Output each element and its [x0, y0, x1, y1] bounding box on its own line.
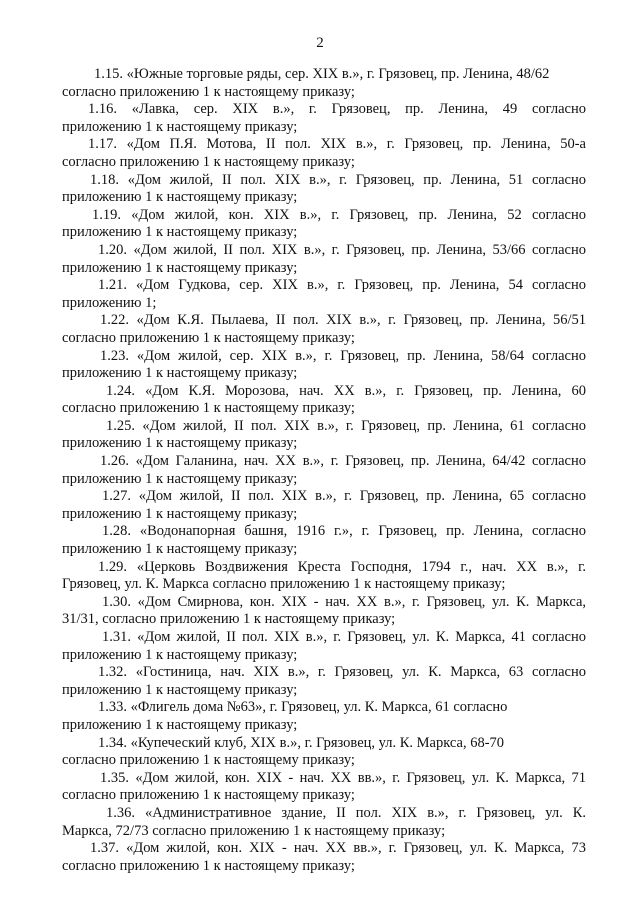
list-item — [62, 207, 586, 242]
item-number: 1.18. — [90, 171, 119, 188]
item-number: 1.37. — [90, 840, 119, 857]
item-first-line — [62, 242, 586, 260]
item-title: «Дом П.Я. Мотова, II пол. XIX в.», г. Грязовец, пр. Ленина, 50-а — [126, 136, 586, 153]
item-title: «Дом жилой, II пол. XIX в.», г. Грязовец, пр. Ленина, 53/66 согласно — [133, 241, 586, 258]
item-first-line — [62, 383, 586, 401]
item-continuation: приложению 1 к настоящему приказу; — [62, 646, 298, 663]
item-title: «Дом Смирнова, кон. XIX - нач. XX в.», г. Грязовец, ул. К. Маркса, — [137, 593, 586, 610]
item-continuation: приложению 1 к настоящему приказу; — [62, 716, 298, 733]
item-first-line — [62, 629, 586, 647]
list-item — [62, 770, 586, 805]
page-number: 2 — [316, 35, 324, 51]
item-number: 1.32. — [98, 664, 127, 681]
item-number: 1.15. — [94, 66, 123, 82]
item-first-line — [62, 770, 586, 788]
item-continuation: согласно приложению 1 к настоящему приказу; — [62, 153, 355, 170]
list-item — [62, 805, 586, 840]
list-item — [62, 559, 586, 594]
item-first-line — [62, 559, 586, 577]
item-continuation: приложению 1 к настоящему приказу; — [62, 118, 298, 135]
item-title: «Дом жилой, II пол. XIX в.», г. Грязовец, ул. К. Маркса, 41 согласно — [137, 629, 586, 645]
item-number: 1.24. — [106, 382, 135, 399]
item-title: «Гостиница, нач. XIX в.», г. Грязовец, ул. К. Маркса, 63 согласно — [135, 664, 586, 681]
item-title: «Дом жилой, кон. XIX - нач. XX вв.», г. Грязовец, ул. К. Маркса, 71 — [135, 769, 586, 786]
list-item — [62, 418, 586, 453]
item-title: «Дом жилой, кон. XIX - нач. XX вв.», г. Грязовец, ул. К. Маркса, 73 — [126, 840, 586, 857]
item-first-line — [62, 172, 586, 190]
item-first-line — [62, 348, 586, 366]
item-continuation: согласно приложению 1 к настоящему приказу; — [62, 752, 355, 769]
list-item — [62, 699, 586, 734]
list-item — [62, 383, 586, 418]
item-title: «Дом жилой, II пол. XIX в.», г. Грязовец, пр. Ленина, 61 согласно — [142, 417, 586, 434]
item-number: 1.36. — [106, 804, 135, 821]
item-continuation: приложению 1 к настоящему приказу; — [62, 435, 298, 452]
item-continuation: приложению 1 к настоящему приказу; — [62, 189, 298, 206]
item-number: 1.23. — [100, 347, 129, 364]
item-number: 1.29. — [98, 558, 127, 575]
item-continuation: приложению 1; — [62, 294, 157, 311]
item-number: 1.22. — [100, 312, 129, 329]
list-item — [62, 136, 586, 171]
item-first-line — [62, 418, 586, 436]
list-item — [62, 66, 586, 101]
item-title: «Водонапорная башня, 1916 г.», г. Грязовец, пр. Ленина, согласно — [139, 523, 586, 540]
item-first-line — [62, 277, 586, 295]
item-continuation: 31/31, согласно приложению 1 к настоящему приказу; — [62, 611, 396, 628]
item-first-line — [62, 66, 586, 84]
item-number: 1.27. — [102, 488, 131, 505]
item-first-line — [62, 840, 586, 858]
item-continuation: согласно приложению 1 к настоящему приказу; — [62, 329, 355, 346]
list-item — [62, 172, 586, 207]
item-continuation: согласно приложению 1 к настоящему приказу; — [62, 787, 355, 804]
item-number: 1.19. — [92, 206, 121, 223]
item-first-line — [62, 735, 586, 753]
item-number: 1.34. — [98, 734, 127, 751]
item-title: «Дом жилой, II пол. XIX в.», г. Грязовец, пр. Ленина, 51 согласно — [127, 171, 586, 188]
item-title: «Дом жилой, кон. XIX в.», г. Грязовец, пр. Ленина, 52 согласно — [131, 206, 586, 223]
item-continuation: приложению 1 к настоящему приказу; — [62, 365, 298, 382]
list-item — [62, 664, 586, 699]
item-number: 1.28. — [102, 523, 131, 540]
item-number: 1.26. — [100, 453, 129, 470]
item-continuation: приложению 1 к настоящему приказу; — [62, 681, 298, 698]
item-title: «Административное здание, II пол. XIX в.», г. Грязовец, ул. К. — [144, 804, 586, 821]
list-item — [62, 242, 586, 277]
item-title: «Дом Гудкова, сер. XIX в.», г. Грязовец, пр. Ленина, 54 согласно — [136, 277, 586, 294]
list-item — [62, 523, 586, 558]
list-item — [62, 840, 586, 875]
list-item — [62, 101, 586, 136]
item-first-line — [62, 699, 586, 717]
list-item — [62, 629, 586, 664]
item-number: 1.35. — [100, 769, 129, 786]
item-first-line — [62, 488, 586, 506]
item-title: «Дом жилой, II пол. XIX в.», г. Грязовец, пр. Ленина, 65 согласно — [138, 488, 586, 505]
item-first-line — [62, 523, 586, 541]
item-first-line — [62, 805, 586, 823]
item-first-line — [62, 453, 586, 471]
item-number: 1.16. — [88, 101, 117, 118]
list-item — [62, 453, 586, 488]
item-number: 1.20. — [98, 241, 127, 258]
item-continuation: приложению 1 к настоящему приказу; — [62, 259, 298, 276]
item-number: 1.33. — [98, 699, 127, 716]
item-first-line — [62, 664, 586, 682]
item-title: «Флигель дома №63», г. Грязовец, ул. К. Маркса, 61 согласно — [130, 699, 508, 716]
item-title: «Дом Галанина, нач. XX в.», г. Грязовец, пр. Ленина, 64/42 согласно — [135, 453, 586, 470]
item-continuation: Маркса, 72/73 согласно приложению 1 к настоящему приказу; — [62, 822, 446, 839]
item-continuation: согласно приложению 1 к настоящему приказу; — [62, 857, 355, 874]
item-number: 1.25. — [106, 417, 135, 434]
item-number: 1.30. — [102, 593, 131, 610]
item-continuation: приложению 1 к настоящему приказу; — [62, 541, 298, 558]
list-item — [62, 277, 586, 312]
item-number: 1.21. — [98, 277, 127, 294]
item-continuation: приложению 1 к настоящему приказу; — [62, 470, 298, 487]
item-continuation: согласно приложению 1 к настоящему приказу; — [62, 83, 355, 100]
item-title: «Лавка, сер. XIX в.», г. Грязовец, пр. Ленина, 49 согласно — [131, 101, 586, 118]
item-title: «Дом К.Я. Пылаева, II пол. XIX в.», г. Грязовец, пр. Ленина, 56/51 — [136, 312, 586, 329]
list-item — [62, 488, 586, 523]
item-title: «Южные торговые ряды, сер. XIX в.», г. Грязовец, пр. Ленина, 48/62 — [126, 66, 550, 82]
item-first-line — [62, 594, 586, 612]
item-first-line — [62, 136, 586, 154]
item-list — [62, 66, 586, 875]
item-first-line — [62, 101, 586, 119]
item-title: «Дом К.Я. Морозова, нач. XX в.», г. Грязовец, пр. Ленина, 60 — [145, 382, 586, 399]
item-title: «Дом жилой, сер. XIX в.», г. Грязовец, пр. Ленина, 58/64 согласно — [136, 347, 586, 364]
item-number: 1.31. — [102, 629, 131, 645]
item-continuation: приложению 1 к настоящему приказу; — [62, 505, 298, 522]
list-item — [62, 594, 586, 629]
item-continuation: приложению 1 к настоящему приказу; — [62, 224, 298, 241]
list-item — [62, 312, 586, 347]
item-continuation: Грязовец, ул. К. Маркса согласно приложению 1 к настоящему приказу; — [62, 576, 506, 593]
item-continuation: согласно приложению 1 к настоящему приказу; — [62, 400, 355, 417]
item-first-line — [62, 207, 586, 225]
item-number: 1.17. — [88, 136, 117, 153]
item-first-line — [62, 312, 586, 330]
list-item — [62, 735, 586, 770]
item-title: «Церковь Воздвижения Креста Господня, 1794 г., нач. XX в.», г. — [136, 558, 586, 575]
item-title: «Купеческий клуб, XIX в.», г. Грязовец, ул. К. Маркса, 68-70 — [130, 734, 505, 751]
list-item — [62, 348, 586, 383]
